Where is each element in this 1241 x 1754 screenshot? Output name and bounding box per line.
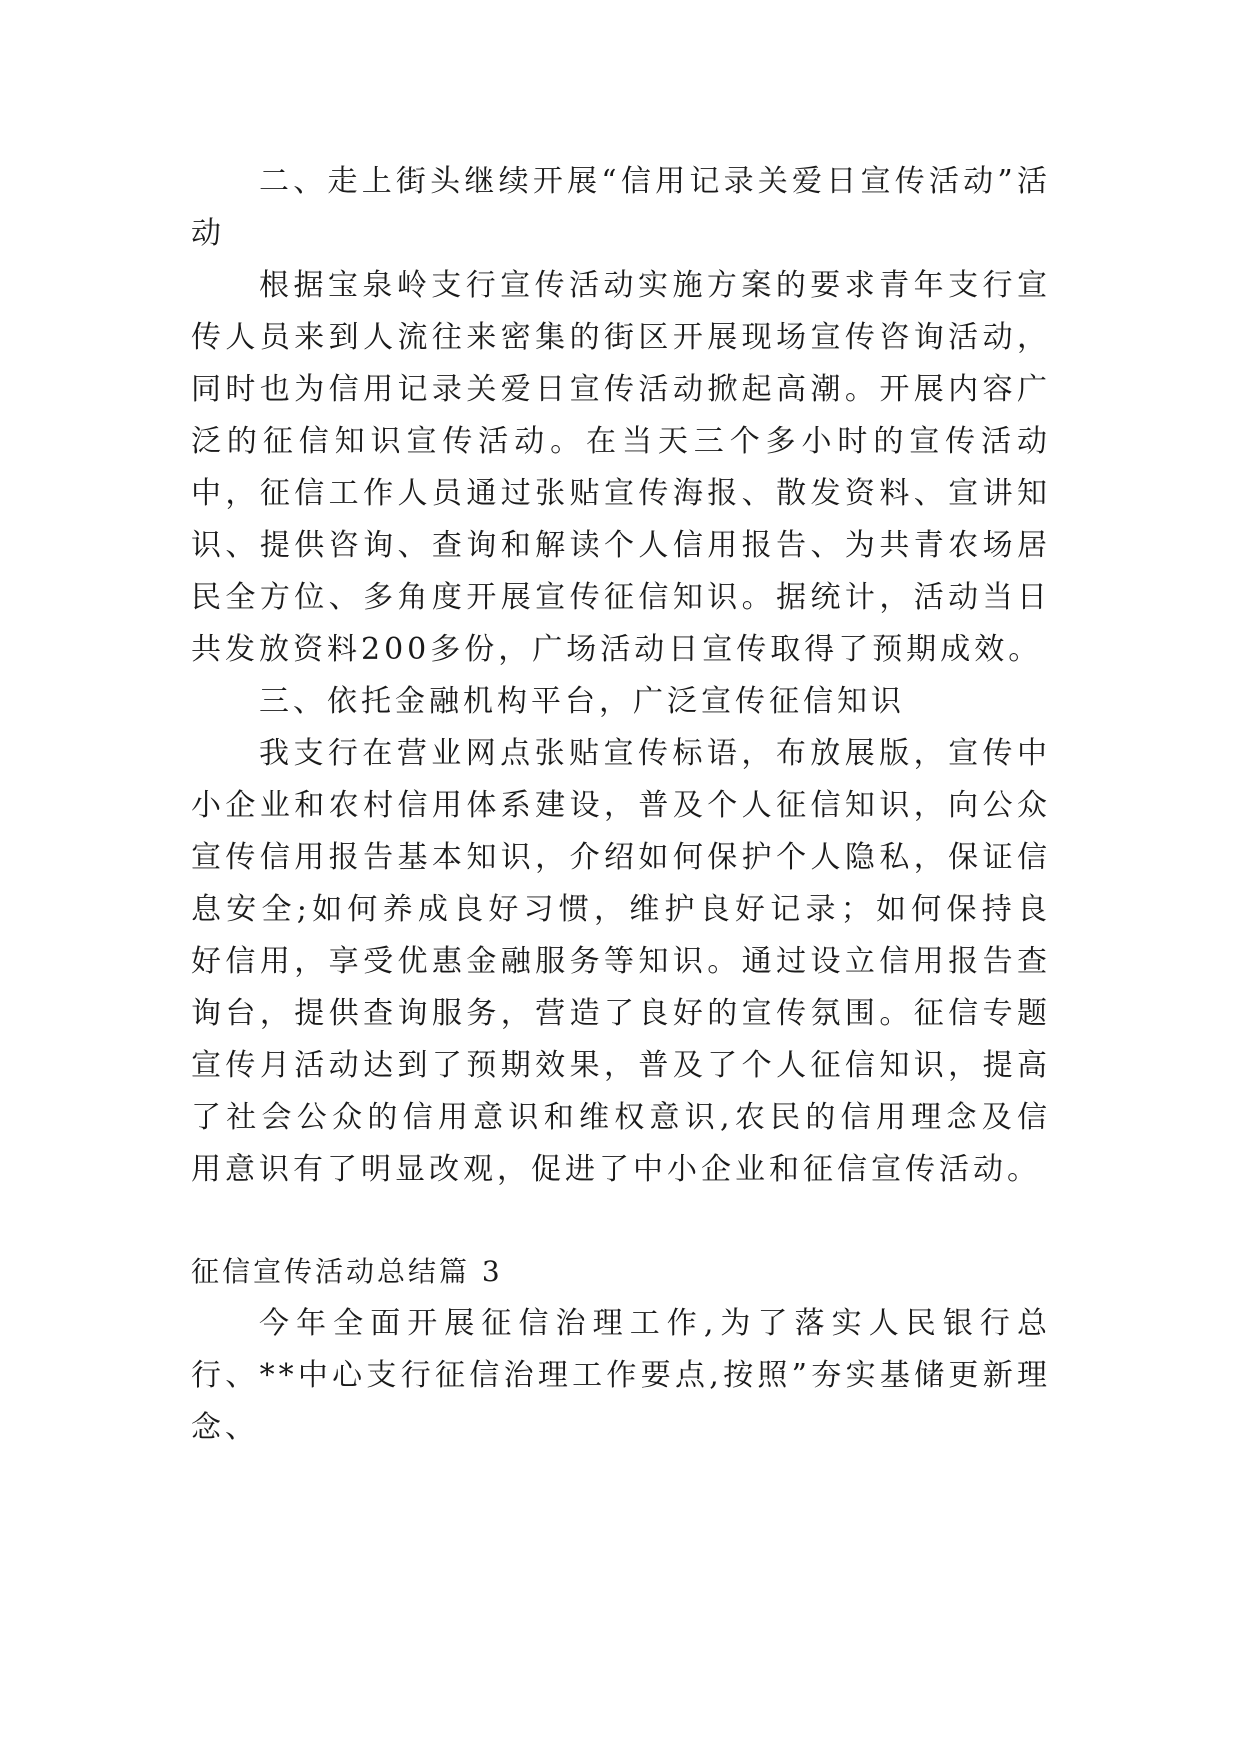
article-title: 征信宣传活动总结篇 3 xyxy=(191,1255,503,1288)
section-heading-3: 三、依托金融机构平台，广泛宣传征信知识 xyxy=(259,684,905,719)
section-body-2: 根据宝泉岭支行宣传活动实施方案的要求青年支行宣传人员来到人流往来密集的街区开展现场宣传咨询活动，同时也为信用记录关爱日宣传活动掀起高潮。开展内容广泛的征信知识宣传活动。在当天三个多小时的宣传活动中，征信工作人员通过张贴宣传海报、散发资料、宣讲知识、提供咨询、查询和解读个人信用报告、为共青农场居民全方位、多角度开展宣传征信知识。据统计，活动当日共发放资料200多份，广场活动日宣传取得了预期成效。 xyxy=(191,268,1051,667)
article-intro: 今年全面开展征信治理工作,为了落实人民银行总行、**中心支行征信治理工作要点,按照”夯实基储更新理念、 xyxy=(191,1306,1051,1445)
section-body-3: 我支行在营业网点张贴宣传标语，布放展版，宣传中小企业和农村信用体系建设，普及个人征信知识，向公众宣传信用报告基本知识，介绍如何保护个人隐私，保证信息安全;如何养成良好习惯，维护良好记录；如何保持良好信用，享受优惠金融服务等知识。通过设立信用报告查询台，提供查询服务，营造了良好的宣传氛围。征信专题宣传月活动达到了预期效果，普及了个人征信知识，提高了社会公众的信用意识和维权意识,农民的信用理念及信用意识有了明显改观，促进了中小企业和征信宣传活动。 xyxy=(191,736,1051,1187)
section-heading-2: 二、走上街头继续开展“信用记录关爱日宣传活动”活动 xyxy=(191,164,1051,251)
section-spacer xyxy=(191,1196,1051,1246)
document-content xyxy=(191,156,1051,1454)
